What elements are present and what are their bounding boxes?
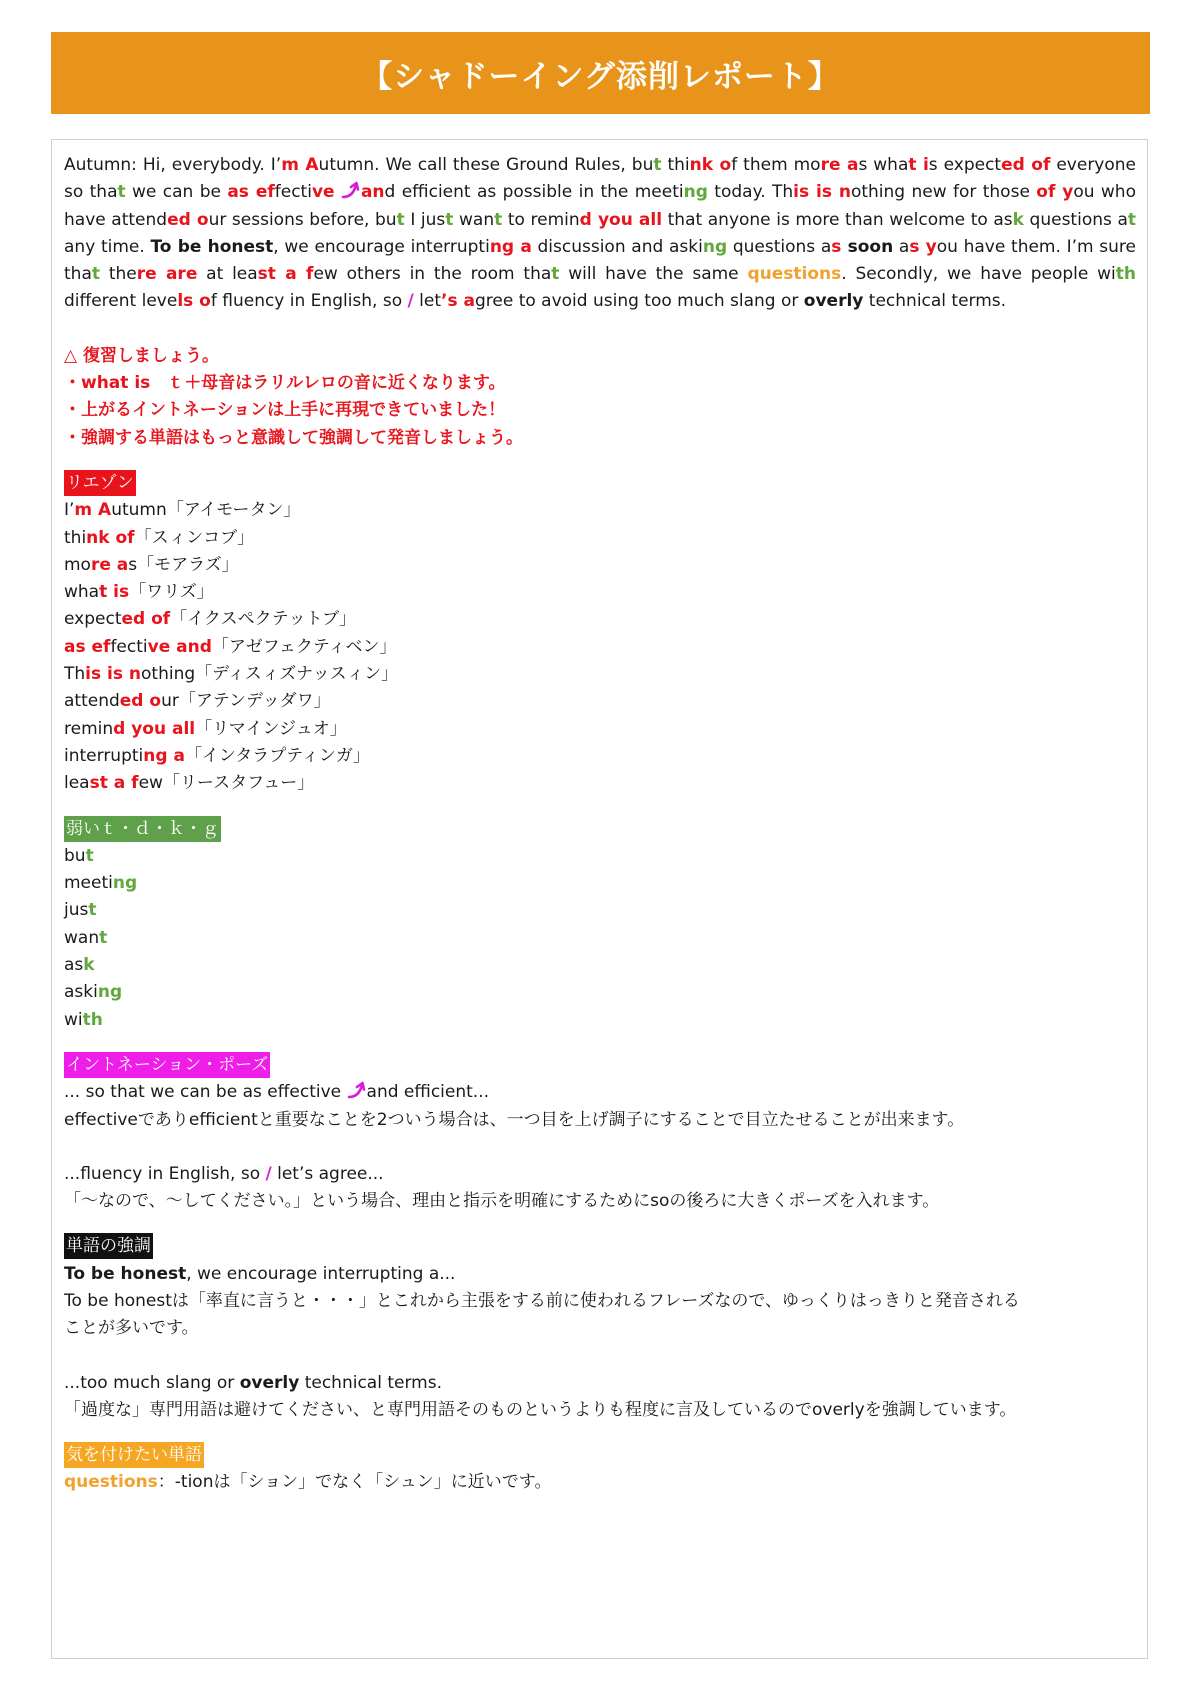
- intonation-explanation: effectiveでありefficientと重要なことを2ついう場合は、一つ目を上げ調子にすることで目立たせることが出来ます。: [64, 1109, 965, 1130]
- pause-explanation: 「～なので、～してください。」という場合、理由と指示を明確にするためにsoの後ろに大きくポーズを入れます。: [64, 1191, 940, 1212]
- careful-words-section-label: 気を付けたい単語: [64, 1442, 204, 1468]
- weak-sound-item: just: [64, 900, 97, 921]
- careful-word-item: questions：-tionは「ション」でなく「シュン」に近いです。: [64, 1472, 552, 1493]
- emphasis-example: To be honest, we encourage interrupting a...: [64, 1263, 456, 1284]
- weak-sound-item: ask: [64, 955, 95, 976]
- liaison-item: expected of「イクスペクテットブ」: [64, 609, 357, 630]
- passage-text: Autumn: Hi, everybody. I’m Autumn. We call these Ground Rules, but think of them more as what is expected of everyone so that we can be as effective and efficient as possible in the meeting today. This is nothing new for those of you who have attended our sessions before, but I just want to remind you all that anyone is more than welcome to ask questions at any time. To be honest, we encourage interrupting a discussion and asking questions as soon as you have them. I’m sure that there are at least a few others in the room that will have the same questions. Secondly, we have people with different levels of fluency in English, so / let’s agree to avoid using too much slang or overly technical terms.: [64, 155, 1137, 312]
- weak-sound-item: asking: [64, 982, 123, 1003]
- review-point: ・強調する単語はもっと意識して強調して発音しましょう。: [64, 427, 523, 448]
- rising-intonation-arrow-icon: [341, 181, 361, 199]
- liaison-item: I’m Autumn「アイモータン」: [64, 500, 301, 521]
- liaison-item: what is「ワリズ」: [64, 582, 214, 603]
- liaison-item: think of「スィンコブ」: [64, 527, 255, 548]
- weak-sound-item: with: [64, 1009, 103, 1030]
- emphasis-example: ...too much slang or overly technical terms.: [64, 1372, 442, 1393]
- intonation-section-label: イントネーション・ポーズ: [64, 1052, 270, 1078]
- review-point: ・what is ｔ＋母音はラリルレロの音に近くなります。: [64, 373, 506, 394]
- emphasis-section-label: 単語の強調: [64, 1233, 153, 1259]
- report-title: 【シャドーイング添削レポート】: [51, 32, 1150, 114]
- weak-sound-item: meeting: [64, 873, 138, 894]
- liaison-item: as effective and「アゼフェクティベン」: [64, 636, 397, 657]
- intonation-example: ... so that we can be as effective and efficient...: [64, 1082, 490, 1103]
- emphasis-explanation: 「過度な」専門用語は避けてください、と専門用語そのものというよりも程度に言及しているのでoverlyを強調しています。: [64, 1399, 1017, 1420]
- rising-intonation-arrow-icon: [347, 1081, 367, 1099]
- liaison-item: interrupting a「インタラプティンガ」: [64, 745, 370, 766]
- liaison-section-label: リエゾン: [64, 470, 136, 496]
- liaison-item: remind you all「リマインジュオ」: [64, 718, 347, 739]
- review-point: ・上がるイントネーションは上手に再現できていました！: [64, 400, 506, 421]
- weak-sounds-section-label: 弱いｔ・ｄ・ｋ・ｇ: [64, 816, 221, 842]
- liaison-item: This is nothing「ディスィズナッスィン」: [64, 664, 399, 685]
- liaison-item: more as「モアラズ」: [64, 554, 239, 575]
- liaison-item: attended our「アテンデッダワ」: [64, 691, 331, 712]
- review-heading: △ 復習しましょう。: [64, 345, 219, 366]
- weak-sound-item: but: [64, 845, 94, 866]
- liaison-item: least a few「リースタフュー」: [64, 773, 315, 794]
- emphasis-explanation: To be honestは「率直に言うと・・・」とこれから主張をする前に使われるフレーズなので、ゆっくりはっきりと発音されることが多いです。: [64, 1290, 1020, 1339]
- pause-example: ...fluency in English, so / let’s agree...: [64, 1163, 384, 1184]
- report-body: [64, 152, 1136, 1497]
- weak-sound-item: want: [64, 927, 108, 948]
